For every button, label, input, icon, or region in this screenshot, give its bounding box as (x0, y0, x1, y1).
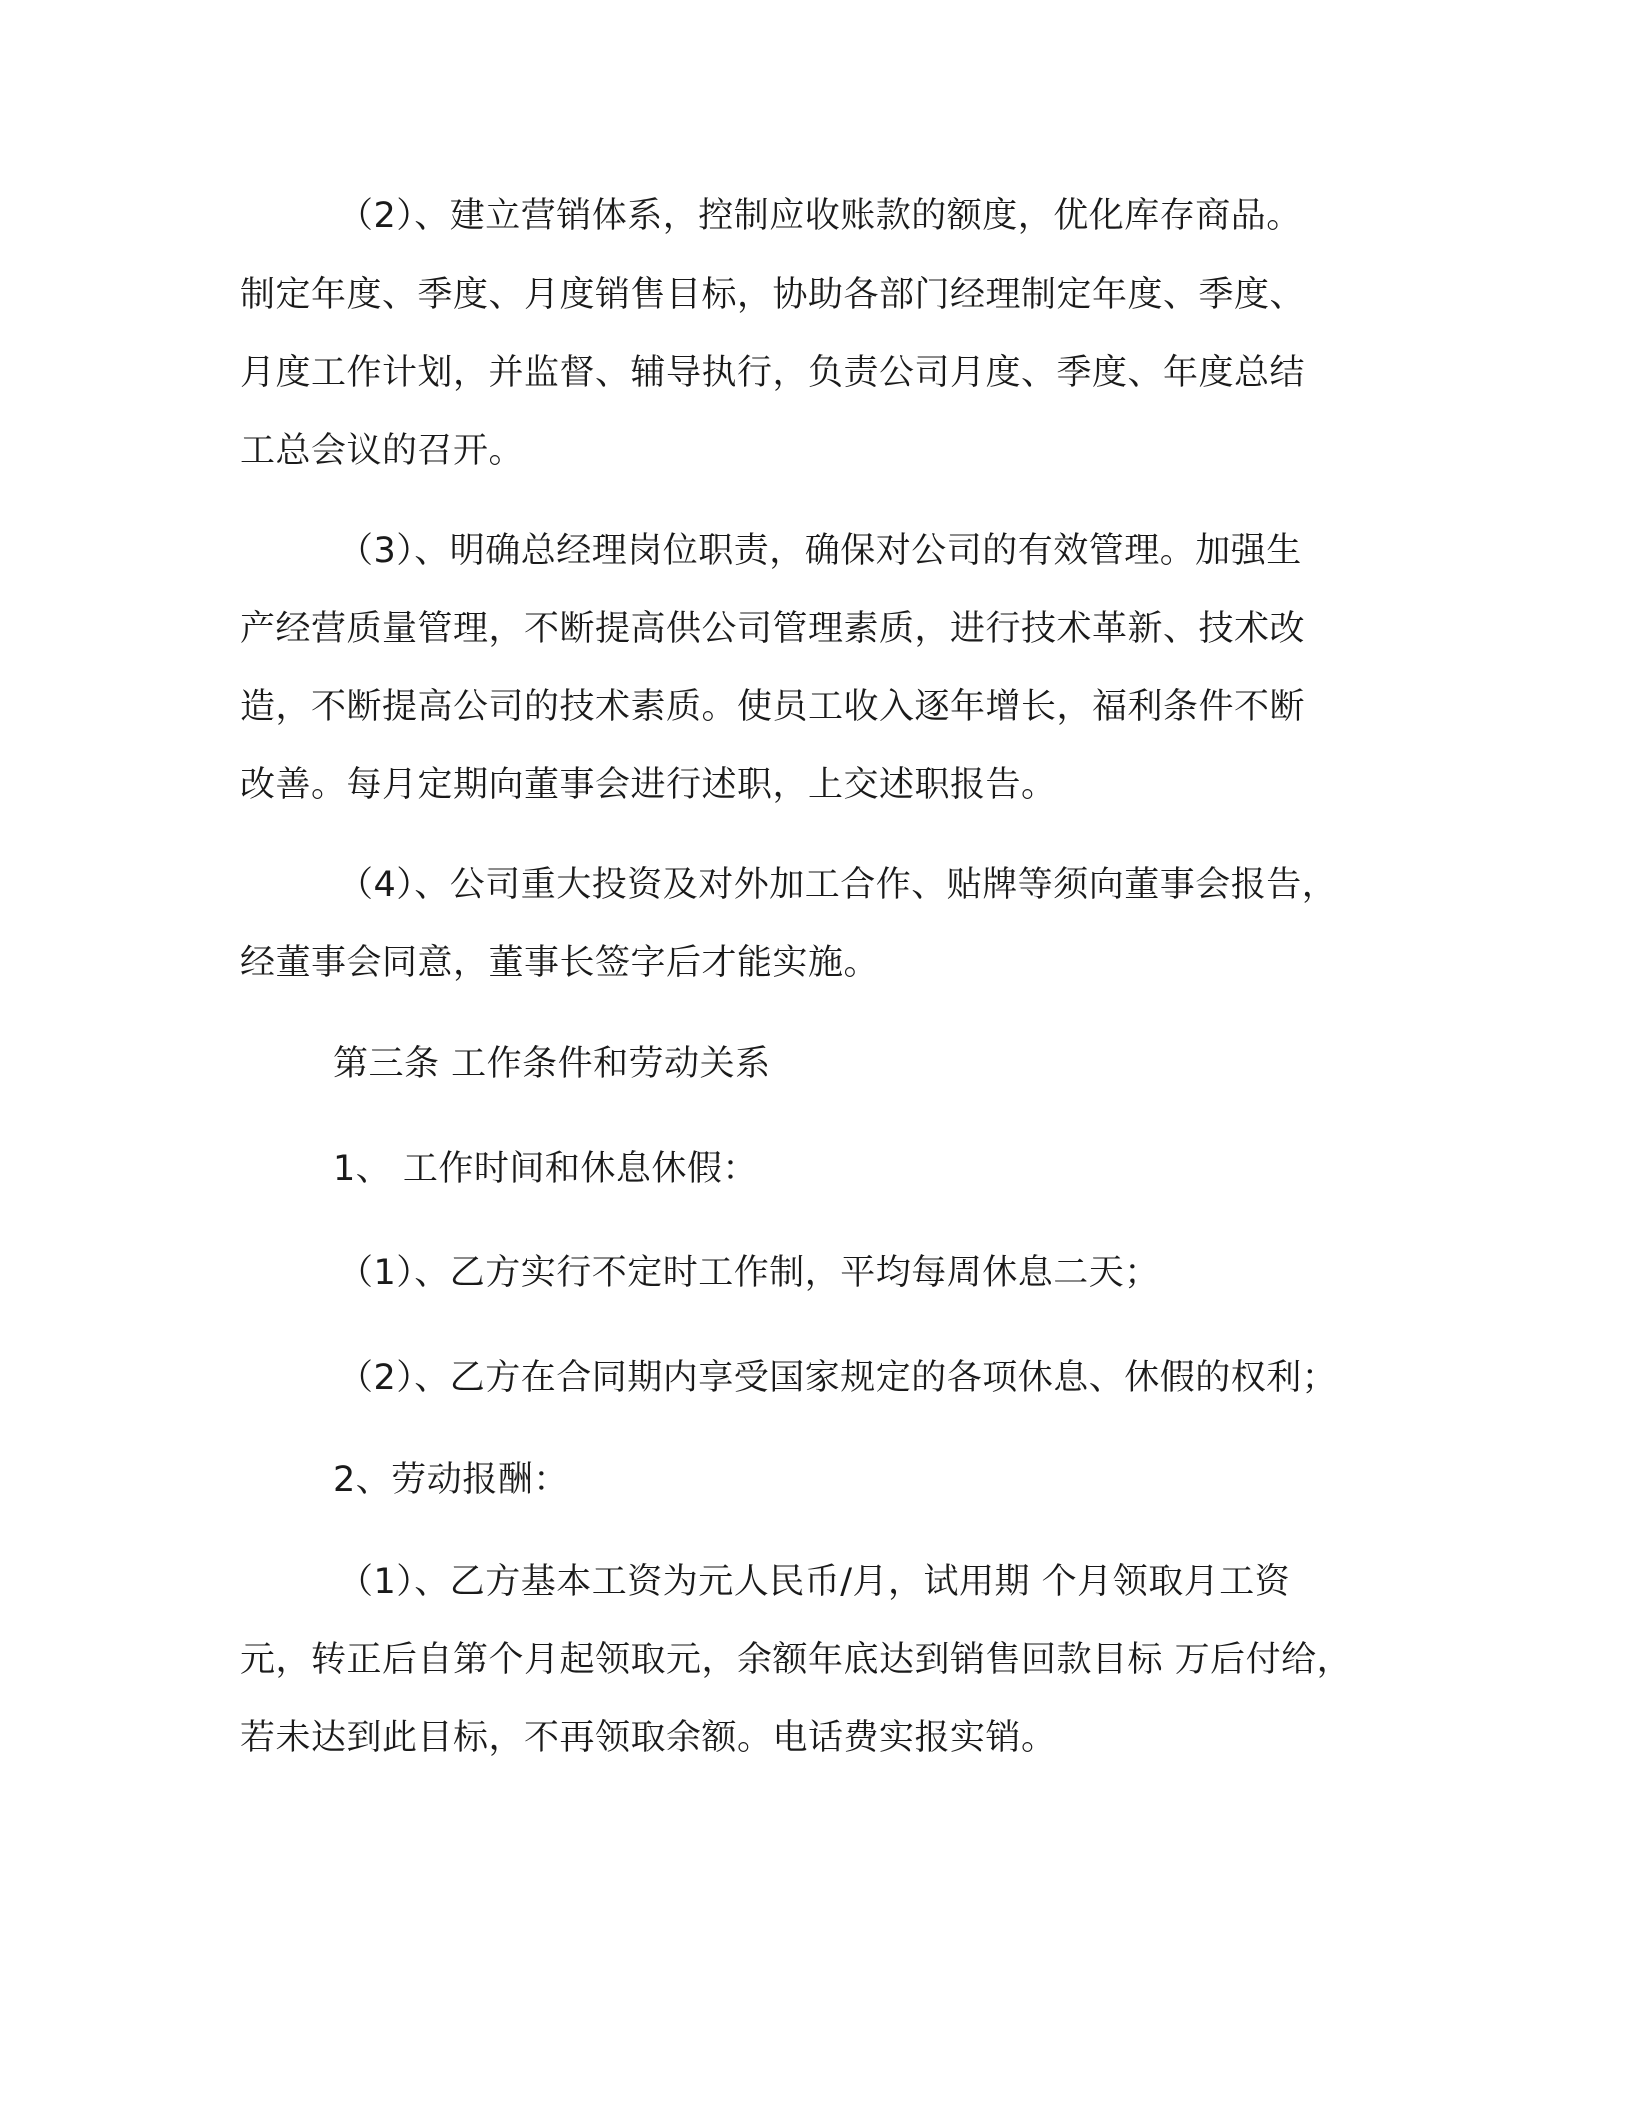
paragraph-4-line-2: 经董事会同意，董事长签字后才能实施。 (240, 943, 880, 983)
article-3-heading: 第三条 工作条件和劳动关系 (333, 1044, 771, 1084)
paragraph-2-line-2: 制定年度、季度、月度销售目标，协助各部门经理制定年度、季度、 (240, 275, 1306, 315)
paragraph-4-line-1: （4）、公司重大投资及对外加工合作、贴牌等须向董事会报告， (338, 865, 1338, 905)
paragraph-3-line-3: 造，不断提高公司的技术素质。使员工收入逐年增长，福利条件不断 (240, 687, 1306, 727)
paragraph-2-line-1: （2）、建立营销体系，控制应收账款的额度，优化库存商品。 (338, 196, 1302, 236)
paragraph-3-line-4: 改善。每月定期向董事会进行述职，上交述职报告。 (240, 765, 1057, 805)
paragraph-2-line-3: 月度工作计划，并监督、辅导执行，负责公司月度、季度、年度总结 (240, 353, 1306, 393)
section-2-item-1-line-2: 元，转正后自第个月起领取元，余额年底达到销售回款目标 万后付给， (240, 1640, 1353, 1680)
section-1-item-2: （2）、乙方在合同期内享受国家规定的各项休息、休假的权利； (338, 1358, 1338, 1398)
paragraph-2-line-4: 工总会议的召开。 (240, 431, 525, 471)
section-2-item-1-line-1: （1）、乙方基本工资为元人民币/月，试用期 个月领取月工资 (338, 1562, 1291, 1602)
section-1-heading: 1、 工作时间和休息休假： (333, 1149, 758, 1189)
section-1-item-1: （1）、乙方实行不定时工作制，平均每周休息二天； (338, 1253, 1160, 1293)
section-2-heading: 2、劳动报酬： (333, 1460, 569, 1500)
paragraph-3-line-1: （3）、明确总经理岗位职责，确保对公司的有效管理。加强生 (338, 531, 1302, 571)
section-2-item-1-line-3: 若未达到此目标，不再领取余额。电话费实报实销。 (240, 1718, 1057, 1758)
paragraph-3-line-2: 产经营质量管理，不断提高供公司管理素质，进行技术革新、技术改 (240, 609, 1306, 649)
